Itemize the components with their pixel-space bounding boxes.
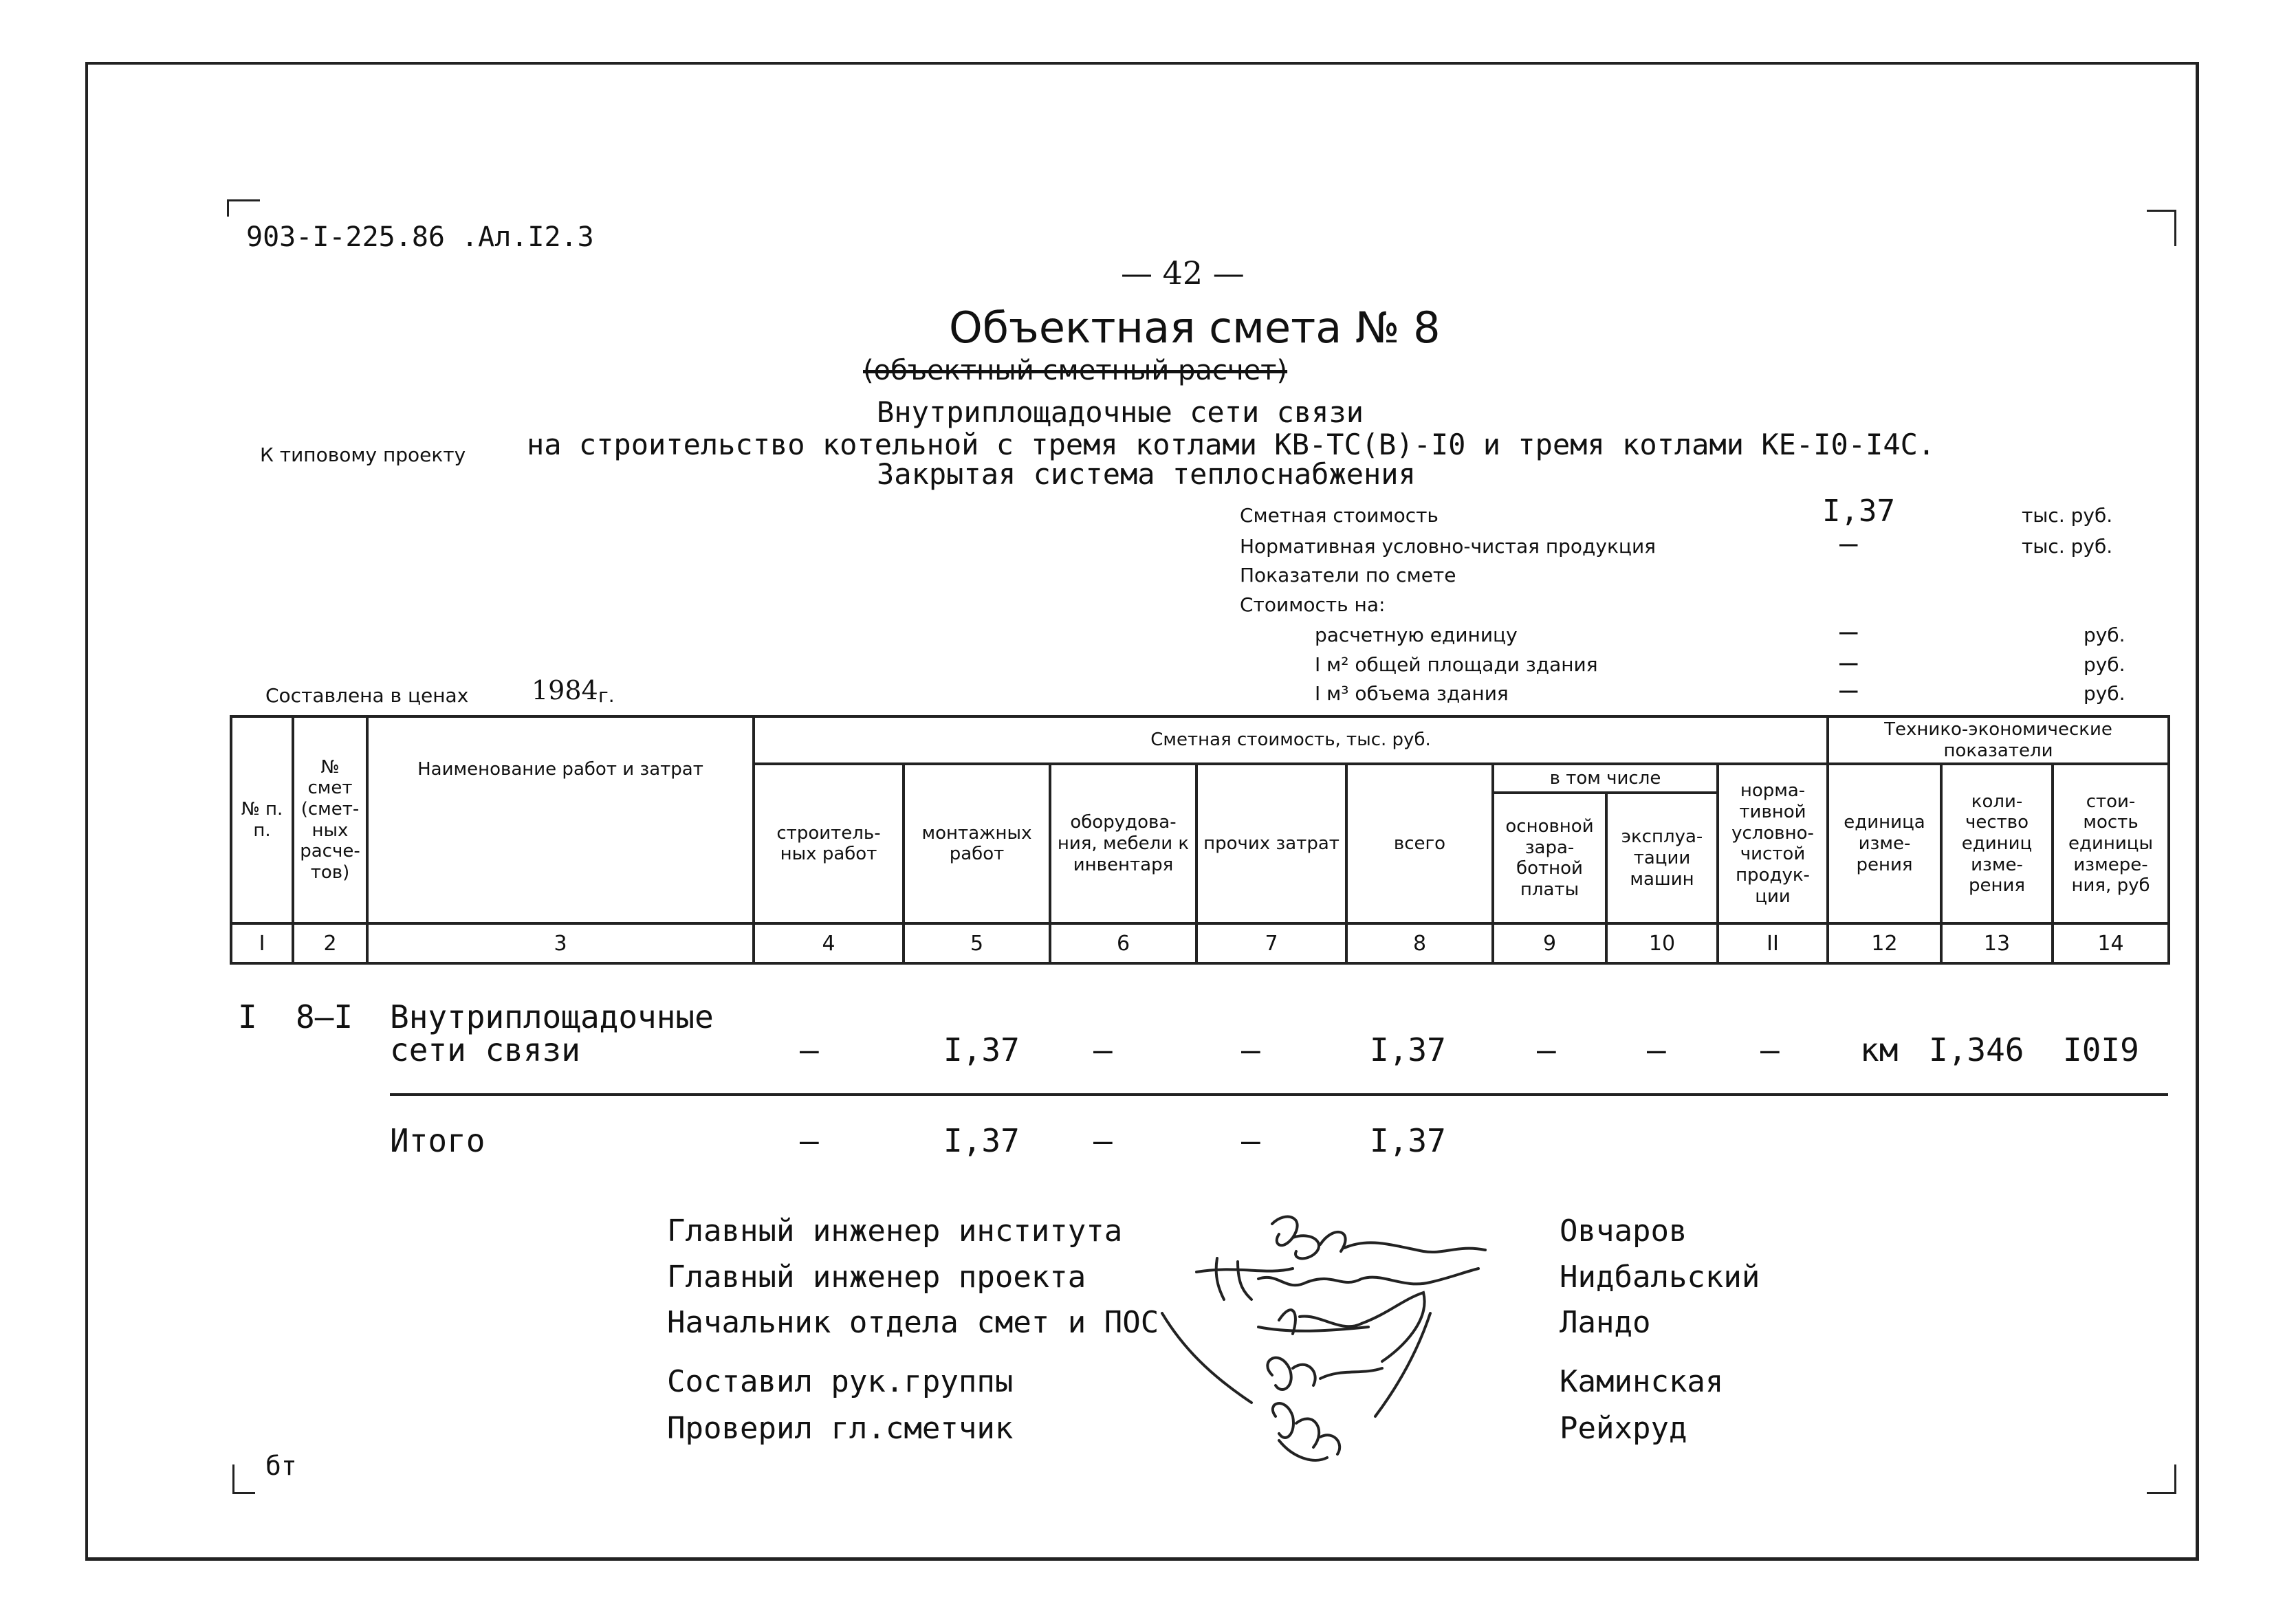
header-installation: монтажных работ (904, 764, 1050, 923)
struck-subtitle: (объектный сметный расчет) (863, 355, 1288, 386)
signature-name: Рейхруд (1560, 1411, 1687, 1446)
signature-name: Нидбальский (1560, 1260, 1760, 1295)
signature-name: Ландо (1560, 1305, 1651, 1340)
col-number: 9 (1493, 923, 1606, 963)
header-other: прочих затрат (1196, 764, 1346, 923)
row-quantity: I,346 (1929, 1031, 2024, 1068)
totals-other: – (1241, 1122, 1260, 1159)
object-name: Внутриплощадочные сети связи (877, 395, 1364, 429)
signature-role: Составил рук.группы (667, 1364, 1014, 1399)
project-prefix: К типовому проекту (260, 443, 466, 466)
summary-normative-label: Нормативная условно-чистая продукция (1240, 535, 1656, 558)
col-number: 13 (1941, 923, 2053, 963)
footer-mark: бт (265, 1451, 297, 1481)
summary-volume-value: – (1839, 672, 1858, 707)
summary-volume-label: I м³ объема здания (1315, 682, 1509, 705)
header-normative: норма- тивной условно- чистой продук- ции (1718, 764, 1828, 923)
header-equipment: оборудова- ния, мебели к инвентаря (1050, 764, 1196, 923)
summary-normative-value: – (1839, 526, 1858, 561)
col-number: 10 (1606, 923, 1718, 963)
signature-role: Главный инженер института (667, 1214, 1123, 1249)
project-line: на строительство котельной с тремя котлами КВ-ТС(В)-I0 и тремя котлами КЕ-I0-I4С. (527, 428, 1936, 461)
header-total: всего (1346, 764, 1493, 923)
col-number: 12 (1828, 923, 1941, 963)
corner-mark-top-left (227, 199, 260, 217)
col-number: 6 (1050, 923, 1196, 963)
header-quantity: коли- чество единиц изме- рения (1941, 764, 2053, 923)
row-construction: – (800, 1031, 819, 1068)
summary-area-unit: руб. (2084, 653, 2125, 676)
corner-mark-top-right (2147, 210, 2176, 246)
col-number: 7 (1196, 923, 1346, 963)
summary-normative-unit: тыс. руб. (2022, 535, 2113, 558)
row-normative: – (1760, 1031, 1780, 1068)
row-installation: I,37 (943, 1031, 1020, 1068)
signature-name: Овчаров (1560, 1214, 1687, 1249)
row-machines: – (1647, 1031, 1666, 1068)
col-number: 4 (754, 923, 904, 963)
row-estimate-no: 8–I (296, 998, 353, 1035)
prices-year: 1984 (532, 675, 598, 705)
summary-indicators-label: Показатели по смете (1240, 564, 1456, 586)
header-including: в том числе (1493, 764, 1718, 793)
signature-role: Проверил гл.сметчик (667, 1411, 1014, 1446)
prices-label: Составлена в ценах (265, 684, 469, 707)
col-number: I (231, 923, 293, 963)
row-name-line1: Внутриплощадочные (390, 998, 714, 1035)
divider-line (390, 1093, 2168, 1096)
col-number: 14 (2053, 923, 2169, 963)
header-unit-cost: стои- мость единицы измере- ния, руб (2053, 764, 2169, 923)
row-wages: – (1537, 1031, 1556, 1068)
column-number-row (231, 923, 2169, 963)
col-number: 3 (367, 923, 754, 963)
totals-installation: I,37 (943, 1122, 1020, 1159)
summary-cost-unit: тыс. руб. (2022, 504, 2113, 527)
totals-total: I,37 (1370, 1122, 1446, 1159)
row-equipment: – (1093, 1031, 1113, 1068)
summary-area-value: – (1839, 645, 1858, 680)
page-number: — 42 — (1121, 254, 1245, 292)
summary-area-label: I м² общей площади здания (1315, 653, 1598, 676)
header-estimate-no: № смет (смет- ных расче- тов) (293, 716, 367, 923)
summary-cost-label: Сметная стоимость (1240, 504, 1439, 527)
signature-role: Начальник отдела смет и ПОС (667, 1305, 1159, 1340)
row-unit-cost: I0I9 (2063, 1031, 2139, 1068)
header-name: Наименование работ и затрат (367, 716, 754, 923)
summary-calc-unit-label: расчетную единицу (1315, 624, 1518, 646)
col-number: II (1718, 923, 1828, 963)
system-type: Закрытая система теплоснабжения (877, 457, 1416, 491)
page-title: Объектная смета № 8 (949, 303, 1441, 353)
row-name-line2: сети связи (390, 1031, 580, 1068)
signature-name: Каминская (1560, 1364, 1724, 1399)
totals-construction: – (800, 1122, 819, 1159)
summary-cost-per-label: Стоимость на: (1240, 593, 1386, 616)
header-construction: строитель- ных работ (754, 764, 904, 923)
col-number: 5 (904, 923, 1050, 963)
header-machines: эксплуа- тации машин (1606, 793, 1718, 923)
header-wages: основной зара- ботной платы (1493, 793, 1606, 923)
doc-code: 903-I-225.86 .Ал.I2.3 (246, 221, 594, 253)
corner-mark-bottom-right (2147, 1464, 2176, 1494)
row-total: I,37 (1370, 1031, 1446, 1068)
row-unit: км (1860, 1031, 1899, 1068)
header-no: № п. п. (231, 716, 293, 923)
row-other: – (1241, 1031, 1260, 1068)
corner-mark-bottom-left (232, 1464, 255, 1494)
header-tech-group: Технико-экономические показатели (1828, 716, 2169, 764)
summary-cost-value: I,37 (1822, 494, 1895, 529)
header-unit: единица изме- рения (1828, 764, 1941, 923)
row-no: I (238, 998, 257, 1035)
col-number: 8 (1346, 923, 1493, 963)
summary-calc-unit-unit: руб. (2084, 624, 2125, 646)
summary-volume-unit: руб. (2084, 682, 2125, 705)
estimate-header-table (230, 715, 2170, 965)
totals-label: Итого (390, 1122, 485, 1159)
col-number: 2 (293, 923, 367, 963)
totals-equipment: – (1093, 1122, 1113, 1159)
prices-suffix: г. (598, 684, 615, 707)
handwritten-signatures (1155, 1196, 1513, 1485)
header-cost-group: Сметная стоимость, тыс. руб. (754, 716, 1828, 764)
signature-role: Главный инженер проекта (667, 1260, 1086, 1295)
summary-calc-unit-value: – (1839, 614, 1858, 649)
